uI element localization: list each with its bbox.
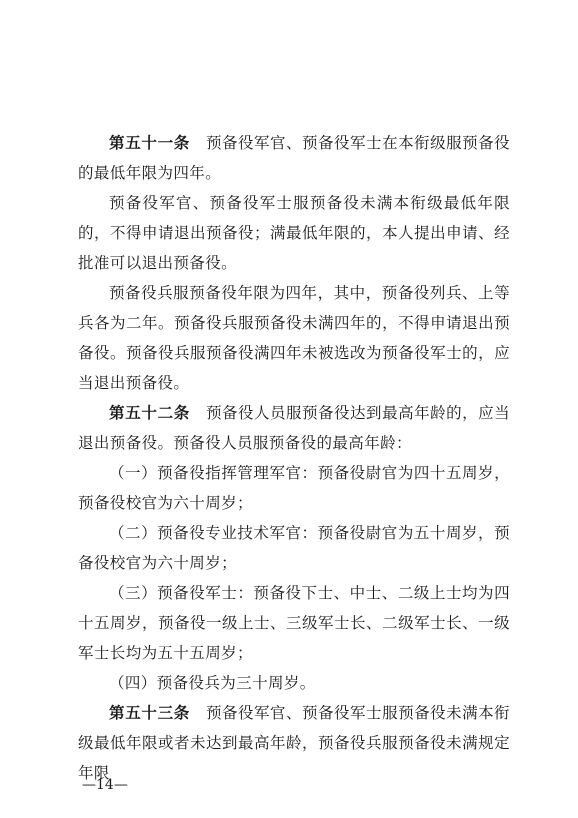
paragraph-text: （一）预备役指挥管理军官：预备役尉官为四十五周岁，预备役校官为六十周岁； (78, 464, 510, 512)
document-body (78, 128, 510, 788)
paragraph-text: 预备役军官、预备役军士服预备役未满本衔级最低年限的，不得申请退出预备役；满最低年限的，本人提出申请、经批准可以退出预备役。 (78, 194, 510, 272)
article-heading: 第五十二条 (109, 404, 191, 422)
paragraph-text: 预备役人员服预备役达到最高年龄的，应当退出预备役。预备役人员服预备役的最高年龄： (78, 404, 510, 452)
body-paragraph (78, 188, 510, 278)
page-number: —14— (82, 777, 128, 793)
paragraph-text: 预备役军官、预备役军士服预备役未满本衔级最低年限或者未达到最高年龄，预备役兵服预备役未满规定年限 (78, 704, 510, 782)
list-item-paragraph (78, 518, 510, 578)
paragraph-text: （四）预备役兵为三十周岁。 (109, 674, 316, 692)
paragraph-text: 预备役兵服预备役年限为四年，其中，预备役列兵、上等兵各为二年。预备役兵服预备役未满四年的，不得申请退出预备役。预备役兵服预备役满四年未被选改为预备役军士的，应当退出预备役。 (78, 284, 510, 392)
article-heading: 第五十一条 (109, 134, 191, 152)
article-52-paragraph (78, 398, 510, 458)
list-item-paragraph (78, 458, 510, 518)
body-paragraph (78, 278, 510, 398)
paragraph-text: 预备役军官、预备役军士在本衔级服预备役的最低年限为四年。 (78, 134, 510, 182)
article-heading: 第五十三条 (109, 704, 191, 722)
list-item-paragraph (78, 668, 510, 698)
paragraph-text: （二）预备役专业技术军官：预备役尉官为五十周岁，预备役校官为六十周岁； (78, 524, 510, 572)
list-item-paragraph (78, 578, 510, 668)
paragraph-text: （三）预备役军士：预备役下士、中士、二级上士均为四十五周岁，预备役一级上士、三级军士长、二级军士长、一级军士长均为五十五周岁； (78, 584, 510, 662)
article-53-paragraph (78, 698, 510, 788)
article-51-paragraph (78, 128, 510, 188)
